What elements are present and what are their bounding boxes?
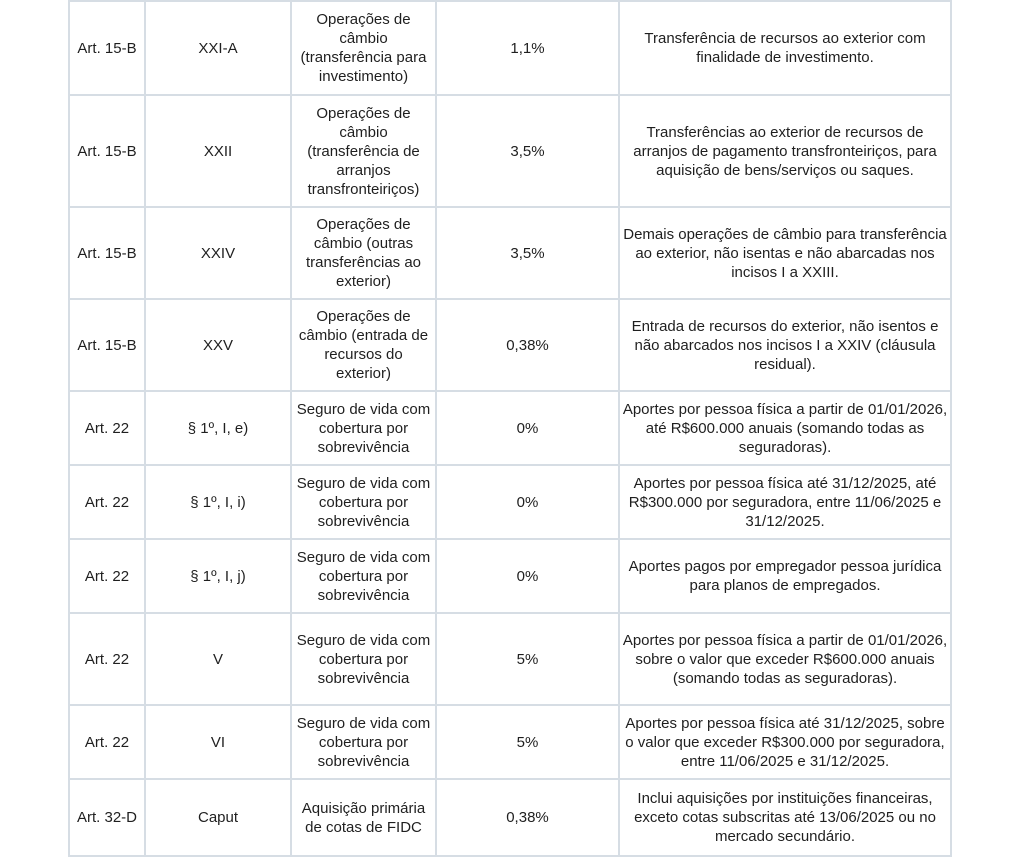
description-cell: Aportes pagos por empregador pessoa jurídica para planos de empregados. <box>619 539 951 613</box>
description-cell: Aportes por pessoa física a partir de 01/01/2026, até R$600.000 anuais (somando todas as seguradoras). <box>619 391 951 465</box>
article-cell: Art. 15-B <box>69 95 145 207</box>
table-row <box>69 391 951 465</box>
table-row <box>69 539 951 613</box>
rate-cell: 0% <box>436 539 619 613</box>
item-cell: XXIV <box>145 207 291 299</box>
table-row <box>69 207 951 299</box>
operation-cell: Seguro de vida com cobertura por sobrevivência <box>291 613 436 705</box>
description-cell: Inclui aquisições por instituições financeiras, exceto cotas subscritas até 13/06/2025 ou no mercado secundário. <box>619 779 951 856</box>
table-row <box>69 95 951 207</box>
article-cell: Art. 22 <box>69 613 145 705</box>
rate-cell: 5% <box>436 613 619 705</box>
description-cell: Demais operações de câmbio para transferência ao exterior, não isentas e não abarcadas nos incisos I a XXIII. <box>619 207 951 299</box>
item-cell: § 1º, I, e) <box>145 391 291 465</box>
article-cell: Art. 22 <box>69 539 145 613</box>
rate-cell: 1,1% <box>436 1 619 95</box>
operation-cell: Operações de câmbio (entrada de recursos do exterior) <box>291 299 436 391</box>
description-cell: Entrada de recursos do exterior, não isentos e não abarcados nos incisos I a XXIV (cláusula residual). <box>619 299 951 391</box>
item-cell: XXI-A <box>145 1 291 95</box>
article-cell: Art. 22 <box>69 391 145 465</box>
item-cell: § 1º, I, j) <box>145 539 291 613</box>
item-cell: VI <box>145 705 291 779</box>
operation-cell: Operações de câmbio (transferência de arranjos transfronteiriços) <box>291 95 436 207</box>
tax-table <box>68 0 952 857</box>
item-cell: Caput <box>145 779 291 856</box>
table-row <box>69 1 951 95</box>
article-cell: Art. 22 <box>69 705 145 779</box>
rate-cell: 0,38% <box>436 299 619 391</box>
rate-cell: 0,38% <box>436 779 619 856</box>
table-body <box>69 1 951 856</box>
article-cell: Art. 15-B <box>69 1 145 95</box>
description-cell: Aportes por pessoa física até 31/12/2025, sobre o valor que exceder R$300.000 por seguradora, entre 11/06/2025 e 31/12/2025. <box>619 705 951 779</box>
operation-cell: Seguro de vida com cobertura por sobrevivência <box>291 539 436 613</box>
operation-cell: Operações de câmbio (transferência para investimento) <box>291 1 436 95</box>
rate-cell: 3,5% <box>436 95 619 207</box>
rate-cell: 0% <box>436 465 619 539</box>
item-cell: XXII <box>145 95 291 207</box>
article-cell: Art. 32-D <box>69 779 145 856</box>
rate-cell: 3,5% <box>436 207 619 299</box>
table-row <box>69 705 951 779</box>
operation-cell: Operações de câmbio (outras transferências ao exterior) <box>291 207 436 299</box>
table-row <box>69 613 951 705</box>
table-row <box>69 299 951 391</box>
item-cell: V <box>145 613 291 705</box>
description-cell: Transferências ao exterior de recursos de arranjos de pagamento transfronteiriços, para aquisição de bens/serviços ou saques. <box>619 95 951 207</box>
rate-cell: 0% <box>436 391 619 465</box>
description-cell: Aportes por pessoa física até 31/12/2025, até R$300.000 por seguradora, entre 11/06/2025 e 31/12/2025. <box>619 465 951 539</box>
operation-cell: Seguro de vida com cobertura por sobrevivência <box>291 391 436 465</box>
operation-cell: Seguro de vida com cobertura por sobrevivência <box>291 705 436 779</box>
item-cell: § 1º, I, i) <box>145 465 291 539</box>
item-cell: XXV <box>145 299 291 391</box>
article-cell: Art. 15-B <box>69 299 145 391</box>
operation-cell: Aquisição primária de cotas de FIDC <box>291 779 436 856</box>
operation-cell: Seguro de vida com cobertura por sobrevivência <box>291 465 436 539</box>
description-cell: Transferência de recursos ao exterior com finalidade de investimento. <box>619 1 951 95</box>
article-cell: Art. 15-B <box>69 207 145 299</box>
article-cell: Art. 22 <box>69 465 145 539</box>
description-cell: Aportes por pessoa física a partir de 01/01/2026, sobre o valor que exceder R$600.000 anuais (somando todas as seguradoras). <box>619 613 951 705</box>
table-row <box>69 779 951 856</box>
rate-cell: 5% <box>436 705 619 779</box>
table-row <box>69 465 951 539</box>
